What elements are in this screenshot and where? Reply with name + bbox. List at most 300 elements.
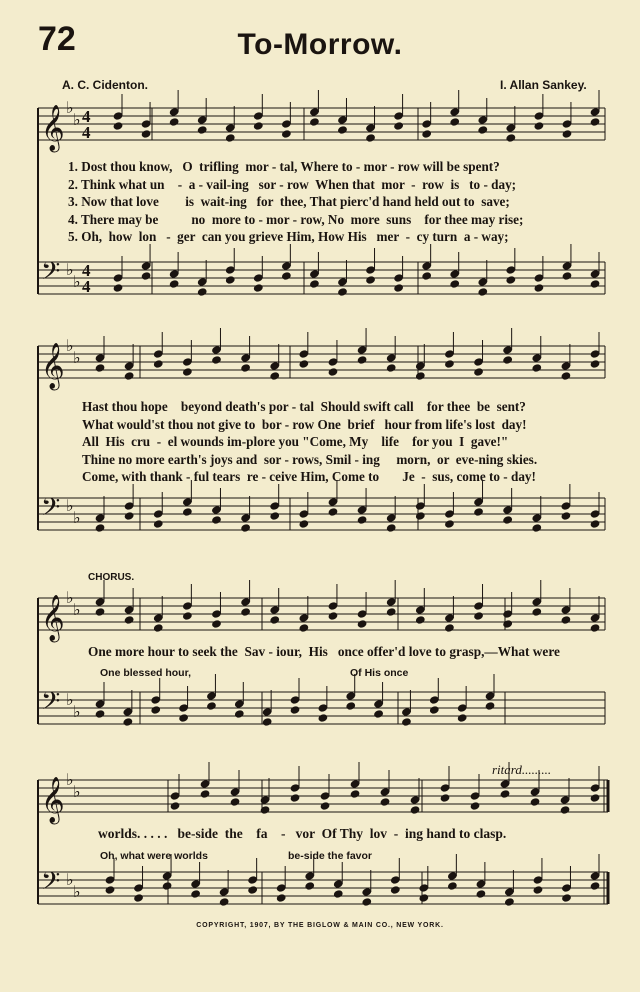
ritard-marking: ritard......... bbox=[492, 762, 552, 777]
note-head-icon bbox=[416, 616, 426, 624]
note-head-icon bbox=[506, 124, 516, 132]
note-head-icon bbox=[197, 288, 207, 296]
note-head-icon bbox=[533, 886, 543, 894]
note-head-icon bbox=[254, 122, 264, 130]
note-head-icon bbox=[328, 368, 338, 376]
note-head-icon bbox=[506, 266, 516, 274]
stanza-line: 4. There may be no more to - mor - row, No more suns for thee may rise; bbox=[68, 211, 524, 227]
note-head-icon bbox=[416, 372, 426, 380]
note-head-icon bbox=[270, 512, 280, 520]
note-head-icon bbox=[470, 792, 480, 800]
note-head-icon bbox=[282, 272, 292, 280]
note-head-icon bbox=[590, 108, 600, 116]
note-head-icon bbox=[248, 876, 258, 884]
note-head-icon bbox=[318, 714, 328, 722]
stanza-line: 3. Now that love is wait-ing for thee, That pierc'd hand held out to save; bbox=[68, 194, 510, 209]
note-head-icon bbox=[219, 888, 229, 896]
note-head-icon bbox=[310, 108, 320, 116]
flat-key-signature-icon: ♭ bbox=[73, 782, 81, 801]
note-head-icon bbox=[183, 508, 193, 516]
note-head-icon bbox=[299, 520, 309, 528]
note-head-icon bbox=[503, 346, 513, 354]
note-head-icon bbox=[532, 364, 542, 372]
note-head-icon bbox=[476, 880, 486, 888]
note-head-icon bbox=[299, 360, 309, 368]
note-head-icon bbox=[95, 608, 105, 616]
note-head-icon bbox=[207, 702, 217, 710]
note-head-icon bbox=[225, 276, 235, 284]
chorus-lyric-line-2: worlds. . . . . be-side the fa - vor Of Thy lov - ing hand to clasp. bbox=[98, 826, 507, 841]
flat-key-signature-icon: ♭ bbox=[66, 260, 74, 279]
note-head-icon bbox=[350, 780, 360, 788]
stanza-line: Hast thou hope beyond death's por - tal Should swift call for thee be sent? bbox=[82, 399, 526, 414]
note-head-icon bbox=[141, 262, 151, 270]
note-head-icon bbox=[450, 108, 460, 116]
note-head-icon bbox=[254, 284, 264, 292]
note-head-icon bbox=[562, 120, 572, 128]
note-head-icon bbox=[153, 360, 163, 368]
note-head-icon bbox=[394, 284, 404, 292]
note-head-icon bbox=[561, 616, 571, 624]
note-head-icon bbox=[191, 880, 201, 888]
note-head-icon bbox=[534, 274, 544, 282]
note-head-icon bbox=[95, 514, 105, 522]
flat-key-signature-icon: ♭ bbox=[73, 272, 81, 291]
hymn-title: To-Morrow. bbox=[237, 28, 403, 61]
note-head-icon bbox=[416, 512, 426, 520]
bass-clef-icon: 𝄢 bbox=[41, 867, 61, 902]
note-head-icon bbox=[95, 710, 105, 718]
note-head-icon bbox=[113, 122, 123, 130]
treble-clef-icon: 𝄞 bbox=[41, 105, 65, 151]
note-head-icon bbox=[212, 356, 222, 364]
flat-key-signature-icon: ♭ bbox=[66, 770, 74, 789]
note-head-icon bbox=[241, 524, 251, 532]
note-head-icon bbox=[124, 362, 134, 370]
note-head-icon bbox=[197, 278, 207, 286]
note-head-icon bbox=[506, 276, 516, 284]
note-head-icon bbox=[170, 792, 180, 800]
note-head-icon bbox=[590, 794, 600, 802]
note-head-icon bbox=[299, 510, 309, 518]
note-head-icon bbox=[328, 602, 338, 610]
note-head-icon bbox=[225, 266, 235, 274]
note-head-icon bbox=[506, 134, 516, 142]
note-head-icon bbox=[290, 696, 300, 704]
note-head-icon bbox=[505, 898, 515, 906]
note-head-icon bbox=[394, 274, 404, 282]
flat-key-signature-icon: ♭ bbox=[73, 882, 81, 901]
chorus-bass-lyric-right: Of His once bbox=[350, 667, 409, 679]
note-head-icon bbox=[534, 122, 544, 130]
note-head-icon bbox=[386, 354, 396, 362]
note-head-icon bbox=[562, 272, 572, 280]
note-head-icon bbox=[560, 796, 570, 804]
bass-clef-icon: 𝄢 bbox=[41, 687, 61, 722]
note-head-icon bbox=[338, 126, 348, 134]
note-head-icon bbox=[270, 616, 280, 624]
note-head-icon bbox=[457, 714, 467, 722]
note-head-icon bbox=[320, 802, 330, 810]
note-head-icon bbox=[290, 794, 300, 802]
note-head-icon bbox=[123, 708, 133, 716]
note-head-icon bbox=[561, 362, 571, 370]
note-head-icon bbox=[123, 718, 133, 726]
note-head-icon bbox=[225, 134, 235, 142]
note-head-icon bbox=[153, 614, 163, 622]
note-head-icon bbox=[105, 876, 115, 884]
note-head-icon bbox=[534, 284, 544, 292]
note-head-icon bbox=[169, 118, 179, 126]
note-head-icon bbox=[333, 880, 343, 888]
note-head-icon bbox=[124, 502, 134, 510]
note-head-icon bbox=[450, 270, 460, 278]
note-head-icon bbox=[485, 702, 495, 710]
note-head-icon bbox=[225, 124, 235, 132]
note-head-icon bbox=[450, 118, 460, 126]
note-head-icon bbox=[230, 788, 240, 796]
note-head-icon bbox=[151, 706, 161, 714]
note-head-icon bbox=[95, 364, 105, 372]
note-head-icon bbox=[445, 350, 455, 358]
note-head-icon bbox=[162, 882, 172, 890]
note-head-icon bbox=[532, 354, 542, 362]
note-head-icon bbox=[532, 608, 542, 616]
note-head-icon bbox=[503, 506, 513, 514]
note-head-icon bbox=[457, 704, 467, 712]
note-head-icon bbox=[328, 612, 338, 620]
note-head-icon bbox=[440, 794, 450, 802]
note-head-icon bbox=[113, 112, 123, 120]
note-head-icon bbox=[262, 718, 272, 726]
note-head-icon bbox=[235, 700, 245, 708]
note-head-icon bbox=[416, 362, 426, 370]
note-head-icon bbox=[169, 280, 179, 288]
note-head-icon bbox=[440, 784, 450, 792]
note-head-icon bbox=[357, 506, 367, 514]
note-head-icon bbox=[503, 610, 513, 618]
note-head-icon bbox=[328, 358, 338, 366]
note-head-icon bbox=[124, 616, 134, 624]
note-head-icon bbox=[530, 788, 540, 796]
note-head-icon bbox=[151, 696, 161, 704]
note-head-icon bbox=[474, 508, 484, 516]
note-head-icon bbox=[562, 262, 572, 270]
note-head-icon bbox=[533, 876, 543, 884]
note-head-icon bbox=[366, 266, 376, 274]
note-head-icon bbox=[530, 798, 540, 806]
flat-key-signature-icon: ♭ bbox=[66, 690, 74, 709]
note-head-icon bbox=[328, 508, 338, 516]
note-head-icon bbox=[445, 614, 455, 622]
note-head-icon bbox=[282, 130, 292, 138]
chorus-lyric-line-1: One more hour to seek the Sav - iour, His once offer'd love to grasp,—What were bbox=[88, 644, 560, 659]
note-head-icon bbox=[191, 890, 201, 898]
note-head-icon bbox=[590, 614, 600, 622]
note-head-icon bbox=[470, 802, 480, 810]
note-head-icon bbox=[430, 706, 440, 714]
note-head-icon bbox=[394, 122, 404, 130]
note-head-icon bbox=[402, 718, 412, 726]
note-head-icon bbox=[241, 354, 251, 362]
flat-key-signature-icon: ♭ bbox=[66, 496, 74, 515]
flat-key-signature-icon: ♭ bbox=[73, 348, 81, 367]
note-head-icon bbox=[430, 696, 440, 704]
note-head-icon bbox=[338, 116, 348, 124]
note-head-icon bbox=[590, 872, 600, 880]
note-head-icon bbox=[590, 280, 600, 288]
note-head-icon bbox=[170, 802, 180, 810]
stanza-line: 2. Think what un - a - vail-ing sor - row When that mor - row is to - day; bbox=[68, 176, 517, 192]
note-head-icon bbox=[450, 280, 460, 288]
note-head-icon bbox=[474, 368, 484, 376]
note-head-icon bbox=[270, 362, 280, 370]
stanza-line: All His cru - el wounds im-plore you "Come, My life for you I gave!" bbox=[82, 434, 509, 449]
note-head-icon bbox=[270, 606, 280, 614]
note-head-icon bbox=[362, 888, 372, 896]
note-head-icon bbox=[197, 116, 207, 124]
note-head-icon bbox=[141, 120, 151, 128]
note-head-icon bbox=[386, 524, 396, 532]
time-signature-icon: 4 bbox=[82, 261, 91, 280]
note-head-icon bbox=[169, 270, 179, 278]
note-head-icon bbox=[95, 524, 105, 532]
flat-key-signature-icon: ♭ bbox=[66, 870, 74, 889]
note-head-icon bbox=[590, 520, 600, 528]
note-head-icon bbox=[590, 882, 600, 890]
note-head-icon bbox=[305, 882, 315, 890]
note-head-icon bbox=[422, 120, 432, 128]
flat-key-signature-icon: ♭ bbox=[66, 336, 74, 355]
note-head-icon bbox=[590, 118, 600, 126]
flat-key-signature-icon: ♭ bbox=[73, 508, 81, 527]
note-head-icon bbox=[299, 614, 309, 622]
note-head-icon bbox=[590, 510, 600, 518]
flat-key-signature-icon: ♭ bbox=[73, 110, 81, 129]
note-head-icon bbox=[200, 780, 210, 788]
note-head-icon bbox=[124, 606, 134, 614]
note-head-icon bbox=[590, 350, 600, 358]
note-head-icon bbox=[561, 606, 571, 614]
note-head-icon bbox=[318, 704, 328, 712]
note-head-icon bbox=[262, 708, 272, 716]
stanza-line: Thine no more earth's joys and sor - rows, Smil - ing morn, or eve-ning skies. bbox=[82, 451, 538, 467]
note-head-icon bbox=[503, 516, 513, 524]
note-head-icon bbox=[290, 706, 300, 714]
bass-clef-icon: 𝄢 bbox=[41, 257, 61, 292]
note-head-icon bbox=[362, 898, 372, 906]
note-head-icon bbox=[282, 262, 292, 270]
note-head-icon bbox=[328, 498, 338, 506]
note-head-icon bbox=[561, 372, 571, 380]
note-head-icon bbox=[394, 112, 404, 120]
note-head-icon bbox=[402, 708, 412, 716]
note-head-icon bbox=[416, 606, 426, 614]
note-head-icon bbox=[561, 502, 571, 510]
note-head-icon bbox=[562, 884, 572, 892]
note-head-icon bbox=[357, 620, 367, 628]
note-head-icon bbox=[212, 610, 222, 618]
note-head-icon bbox=[207, 692, 217, 700]
note-head-icon bbox=[230, 798, 240, 806]
note-head-icon bbox=[391, 886, 401, 894]
note-head-icon bbox=[113, 274, 123, 282]
note-head-icon bbox=[134, 894, 144, 902]
note-head-icon bbox=[124, 512, 134, 520]
note-head-icon bbox=[179, 714, 189, 722]
flat-key-signature-icon: ♭ bbox=[66, 98, 74, 117]
note-head-icon bbox=[113, 284, 123, 292]
note-head-icon bbox=[179, 704, 189, 712]
note-head-icon bbox=[476, 890, 486, 898]
note-head-icon bbox=[276, 894, 286, 902]
note-head-icon bbox=[374, 700, 384, 708]
note-head-icon bbox=[416, 502, 426, 510]
note-head-icon bbox=[200, 790, 210, 798]
note-head-icon bbox=[386, 598, 396, 606]
note-head-icon bbox=[410, 806, 420, 814]
note-head-icon bbox=[380, 788, 390, 796]
note-head-icon bbox=[410, 796, 420, 804]
note-head-icon bbox=[503, 620, 513, 628]
note-head-icon bbox=[153, 350, 163, 358]
flat-key-signature-icon: ♭ bbox=[73, 600, 81, 619]
note-head-icon bbox=[282, 120, 292, 128]
note-head-icon bbox=[366, 276, 376, 284]
stanza-line: What would'st thou not give to bor - row One brief hour from life's lost day! bbox=[82, 416, 527, 432]
note-head-icon bbox=[474, 602, 484, 610]
note-head-icon bbox=[219, 898, 229, 906]
note-head-icon bbox=[212, 346, 222, 354]
note-head-icon bbox=[380, 798, 390, 806]
note-head-icon bbox=[183, 368, 193, 376]
note-head-icon bbox=[333, 890, 343, 898]
note-head-icon bbox=[445, 360, 455, 368]
note-head-icon bbox=[346, 702, 356, 710]
treble-clef-icon: 𝄞 bbox=[41, 343, 65, 389]
note-head-icon bbox=[445, 510, 455, 518]
stanza-line: 5. Oh, how lon - ger can you grieve Him, How His mer - cy turn a - way; bbox=[68, 229, 509, 244]
hymn-number: 72 bbox=[38, 20, 76, 58]
note-head-icon bbox=[474, 612, 484, 620]
note-head-icon bbox=[153, 624, 163, 632]
time-signature-icon: 4 bbox=[82, 123, 91, 142]
note-head-icon bbox=[422, 272, 432, 280]
note-head-icon bbox=[366, 134, 376, 142]
chorus-bass-lyric-left: One blessed hour, bbox=[100, 667, 192, 679]
flat-key-signature-icon: ♭ bbox=[73, 702, 81, 721]
note-head-icon bbox=[419, 894, 429, 902]
note-head-icon bbox=[478, 126, 488, 134]
note-head-icon bbox=[183, 358, 193, 366]
stanza-line: Come, with thank - ful tears re - ceive Him, Come to Je - sus, come to - day! bbox=[82, 469, 536, 484]
note-head-icon bbox=[183, 602, 193, 610]
note-head-icon bbox=[305, 872, 315, 880]
note-head-icon bbox=[290, 784, 300, 792]
note-head-icon bbox=[105, 886, 115, 894]
note-head-icon bbox=[386, 514, 396, 522]
note-head-icon bbox=[357, 516, 367, 524]
note-head-icon bbox=[422, 262, 432, 270]
note-head-icon bbox=[276, 884, 286, 892]
note-head-icon bbox=[562, 130, 572, 138]
note-head-icon bbox=[310, 118, 320, 126]
note-head-icon bbox=[254, 112, 264, 120]
chorus-label: CHORUS. bbox=[88, 572, 135, 583]
note-head-icon bbox=[562, 894, 572, 902]
note-head-icon bbox=[310, 270, 320, 278]
note-head-icon bbox=[357, 346, 367, 354]
note-head-icon bbox=[141, 272, 151, 280]
note-head-icon bbox=[374, 710, 384, 718]
flat-key-signature-icon: ♭ bbox=[66, 588, 74, 607]
note-head-icon bbox=[241, 364, 251, 372]
note-head-icon bbox=[235, 710, 245, 718]
words-author: A. C. Cidenton. bbox=[62, 78, 148, 92]
note-head-icon bbox=[310, 280, 320, 288]
time-signature-icon: 4 bbox=[82, 107, 91, 126]
note-head-icon bbox=[270, 372, 280, 380]
note-head-icon bbox=[153, 520, 163, 528]
note-head-icon bbox=[357, 356, 367, 364]
note-head-icon bbox=[212, 506, 222, 514]
note-head-icon bbox=[505, 888, 515, 896]
note-head-icon bbox=[357, 610, 367, 618]
note-head-icon bbox=[197, 126, 207, 134]
note-head-icon bbox=[590, 360, 600, 368]
note-head-icon bbox=[338, 278, 348, 286]
note-head-icon bbox=[500, 780, 510, 788]
chorus-bass-lyric-right-2: be-side the favor bbox=[288, 850, 373, 862]
note-head-icon bbox=[422, 130, 432, 138]
treble-clef-icon: 𝄞 bbox=[41, 777, 65, 823]
note-head-icon bbox=[366, 124, 376, 132]
note-head-icon bbox=[241, 608, 251, 616]
note-head-icon bbox=[485, 692, 495, 700]
note-head-icon bbox=[532, 524, 542, 532]
note-head-icon bbox=[386, 364, 396, 372]
note-head-icon bbox=[212, 620, 222, 628]
music-composer: I. Allan Sankey. bbox=[500, 78, 587, 92]
note-head-icon bbox=[141, 130, 151, 138]
note-head-icon bbox=[561, 512, 571, 520]
note-head-icon bbox=[183, 612, 193, 620]
note-head-icon bbox=[270, 502, 280, 510]
note-head-icon bbox=[350, 790, 360, 798]
chorus-bass-lyric-left-2: Oh, what were worlds bbox=[100, 850, 208, 862]
note-head-icon bbox=[162, 872, 172, 880]
note-head-icon bbox=[590, 270, 600, 278]
note-head-icon bbox=[241, 514, 251, 522]
note-head-icon bbox=[478, 288, 488, 296]
note-head-icon bbox=[95, 700, 105, 708]
note-head-icon bbox=[534, 112, 544, 120]
note-head-icon bbox=[500, 790, 510, 798]
note-head-icon bbox=[299, 350, 309, 358]
note-head-icon bbox=[124, 372, 134, 380]
note-head-icon bbox=[503, 356, 513, 364]
note-head-icon bbox=[338, 288, 348, 296]
note-head-icon bbox=[474, 498, 484, 506]
note-head-icon bbox=[478, 278, 488, 286]
note-head-icon bbox=[169, 108, 179, 116]
note-head-icon bbox=[445, 520, 455, 528]
note-head-icon bbox=[299, 624, 309, 632]
note-head-icon bbox=[386, 608, 396, 616]
note-head-icon bbox=[212, 516, 222, 524]
note-head-icon bbox=[474, 358, 484, 366]
note-head-icon bbox=[445, 624, 455, 632]
